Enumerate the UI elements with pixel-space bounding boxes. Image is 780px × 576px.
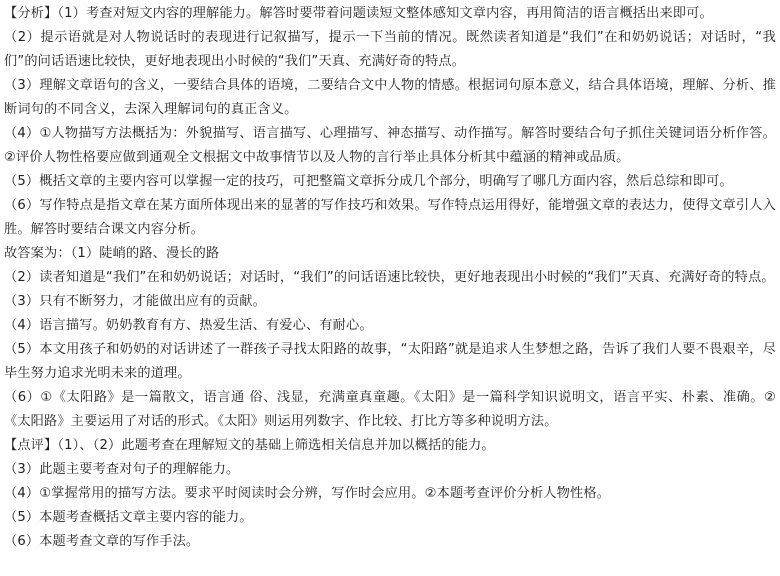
answer-paragraph-5: （5）本文用孩子和奶奶的对话讲述了一群孩子寻找太阳路的故事，“太阳路”就是追求人生梦想之路，告诉了我们人要不畏艰辛，尽毕生努力追求光明未来的道理。	[4, 342, 776, 381]
answer-paragraph-2: （2）读者知道是“我们”在和奶奶说话；对话时，“我们”的问话语速比较快，更好地表现出小时候的“我们”天真、充满好奇的特点。	[4, 270, 775, 285]
answer-paragraph-3: （3）只有不断努力，才能做出应有的贡献。	[4, 294, 266, 309]
comment-paragraph-4: （5）本题考查概括文章主要内容的能力。	[4, 510, 253, 525]
comment-paragraph-3: （4）①掌握常用的描写方法。要求平时阅读时会分辨，写作时会应用。②本题考查评价分析人物性格。	[4, 486, 610, 501]
answer-paragraph-4: （4）语言描写。奶奶教育有方、热爱生活、有爱心、有耐心。	[4, 318, 373, 333]
analysis-paragraph-4: （4）①人物描写方法概括为：外貌描写、语言描写、心理描写、神态描写、动作描写。解答时要结合句子抓住关键词语分析作答。②评价人物性格要应做到通观全文根据文中故事情节以及人物的言行举止具体分析其中蕴涵的精神或品质。	[4, 126, 776, 165]
comment-paragraph-2: （3）此题主要考查对句子的理解能力。	[4, 462, 240, 477]
comment-paragraph-5: （6）本题考查文章的写作手法。	[4, 534, 200, 549]
analysis-paragraph-1: 【分析】（1）考查对短文内容的理解能力。解答时要带着问题读短文整体感知文章内容，再用简洁的语言概括出来即可。	[4, 6, 713, 21]
analysis-paragraph-6: （6）写作特点是指文章在某方面所体现出来的显著的写作技巧和效果。写作特点运用得好，能增强文章的表达力，使得文章引人入胜。解答时要结合课文内容分析。	[4, 198, 776, 237]
answer-paragraph-1: 故答案为：（1）陡峭的路、漫长的路	[4, 246, 220, 261]
analysis-paragraph-2: （2）提示语就是对人物说话时的表现进行记叙描写，提示一下当前的情况。既然读者知道是“我们”在和奶奶说话；对话时，“我们”的问话语速比较快，更好地表现出小时候的“我们”天真、充满好奇的特点。	[4, 30, 776, 69]
analysis-paragraph-3: （3）理解文章语句的含义，一要结合具体的语境，二要结合文中人物的情感。根据词句原本意义，结合具体语境，理解、分析、推断词句的不同含义，去深入理解词句的真正含义。	[4, 78, 776, 117]
comment-paragraph-1: 【点评】（1）、（2）此题考查在理解短文的基础上筛选相关信息并加以概括的能力。	[4, 438, 495, 453]
analysis-paragraph-5: （5）概括文章的主要内容可以掌握一定的技巧，可把整篇文章拆分成几个部分，明确写了哪几方面内容，然后总综和即可。	[4, 174, 733, 189]
solution-text	[4, 2, 776, 554]
answer-paragraph-6: （6）①《太阳路》是一篇散文，语言通 俗、浅显，充满童真童趣。《太阳》是一篇科学知识说明文，语言平实、朴素、准确。②《太阳路》主要运用了对话的形式。《太阳》则运用列数字、作比较、打比方等多种说明方法。	[4, 390, 776, 429]
